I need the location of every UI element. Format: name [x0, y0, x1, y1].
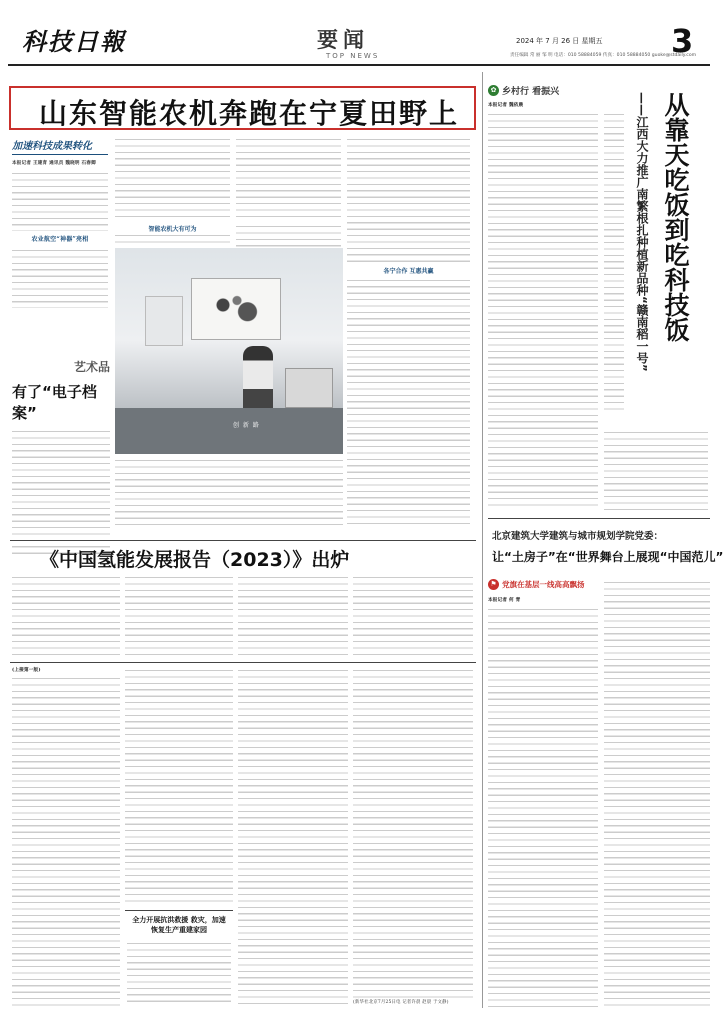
flood-box-body	[127, 941, 231, 1003]
lead-subhead-3: 各宁合作 互惠共赢	[347, 266, 470, 275]
photo-scanner-device	[285, 368, 333, 408]
photo-caption: 创 新 路	[233, 422, 260, 429]
art-section	[12, 358, 110, 536]
photo-artwork	[202, 287, 272, 332]
architecture-body-2	[604, 580, 710, 1007]
photo-display-panel	[191, 278, 281, 340]
continued-kicker: (上接第一版)	[12, 668, 41, 673]
lead-byline: 本报记者 王建育 通讯员 魏晓明 石春卿	[12, 161, 96, 166]
rural-section-label: 乡村行 看振兴	[502, 87, 560, 97]
continued-col-4	[353, 668, 473, 998]
architecture-headline: 让“土房子”在“世界舞台上展现“中国范儿”	[492, 550, 723, 564]
lead-subtitle: 加速科技成果转化	[12, 137, 108, 155]
lead-subhead-1: 农业航空“神器”亮相	[31, 236, 89, 244]
art-kicker: 艺术品	[73, 360, 110, 374]
page-number: 3	[671, 22, 694, 60]
art-title: 有了“电子档案”	[12, 383, 97, 422]
rural-headline: 从靠天吃饭到吃科技饭	[661, 92, 690, 342]
lead-column-3	[236, 137, 341, 219]
flood-box-title: 全力开展抗洪救援 救灾，加速恢复生产重建家园	[132, 916, 226, 934]
party-section-label: 党旗在基层一线高高飘扬	[502, 580, 585, 589]
lead-headline: 山东智能农机奔跑在宁夏田野上	[39, 97, 460, 130]
news-agency-credit: (新华社北京7月25日电 记者许晨 赵晨 于文静)	[353, 1000, 449, 1005]
photo-left-panel	[145, 296, 183, 346]
hydrogen-body-2	[125, 575, 233, 657]
hydrogen-body-3	[238, 575, 348, 657]
leaf-icon: ✿	[488, 85, 499, 96]
architecture-byline: 本报记者 何 青	[488, 598, 521, 603]
divider-right	[488, 518, 710, 519]
lead-body-text-2	[12, 248, 108, 308]
section-subtitle: TOP NEWS	[326, 52, 380, 60]
flag-icon: ⚑	[488, 579, 499, 590]
issue-date: 2024 年 7 月 26 日 星期五	[516, 37, 603, 45]
hydrogen-body-4	[353, 575, 473, 657]
hydrogen-body-1	[12, 575, 120, 657]
photo-side-text	[115, 458, 343, 528]
masthead-rule	[8, 64, 710, 66]
hydrogen-headline: 《中国氢能发展报告（2023）》出炉	[40, 549, 350, 571]
lead-column-4	[347, 137, 470, 347]
lead-column-3b	[236, 224, 341, 247]
lead-column-1	[12, 137, 108, 355]
rural-body-2	[604, 430, 708, 510]
lead-body-text	[12, 171, 108, 231]
lead-column-5	[347, 348, 470, 528]
rural-section-tag	[488, 84, 578, 98]
lead-photo	[115, 248, 343, 454]
continued-col-2	[125, 668, 233, 905]
continued-col-1	[12, 676, 120, 1008]
lead-column-2b	[115, 233, 230, 247]
right-divider	[482, 72, 483, 1008]
divider-hydrogen	[10, 540, 476, 541]
lead-column-2	[115, 137, 230, 219]
continued-col-3	[238, 668, 348, 1008]
flood-box	[125, 910, 233, 1008]
lead-subhead-2: 智能农机大有可为	[148, 226, 197, 233]
architecture-kicker: 北京建筑大学建筑与城市规划学院党委：	[492, 531, 664, 542]
section-title: 要闻	[317, 28, 369, 52]
photo-table	[115, 408, 343, 454]
editor-line: 责任编辑 常 丽 邹 明 电话：010 58884059 传真：010 58884050 guoke@stdaily.com	[510, 53, 697, 58]
rural-body-1	[488, 112, 598, 510]
newspaper-logo: 科技日報	[22, 27, 126, 56]
architecture-body-1	[488, 607, 598, 1007]
masthead	[0, 0, 717, 66]
rural-subheadline: ——江西大力推广南繁根扎种植新品种“赣南稻一号”	[635, 92, 649, 372]
party-section-tag	[488, 578, 608, 592]
rural-byline: 本报记者 魏依晨	[488, 103, 524, 108]
divider-continued	[10, 662, 476, 663]
lead-headline-box	[9, 86, 476, 130]
rural-body-3	[604, 112, 624, 412]
